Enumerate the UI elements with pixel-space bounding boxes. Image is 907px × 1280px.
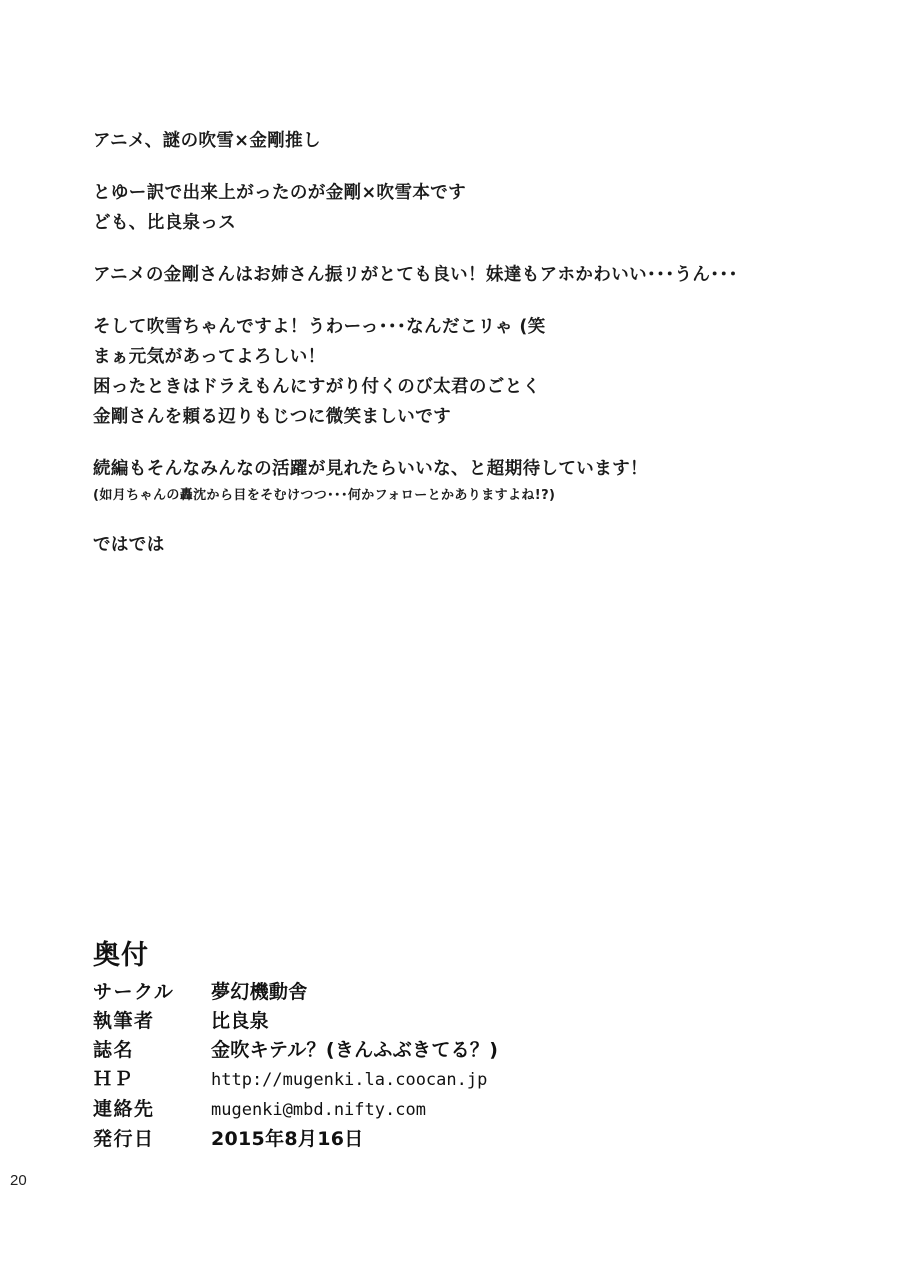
paragraph-gap — [93, 508, 853, 530]
afterword-line: アニメ、謎の吹雪×金剛推し — [93, 131, 321, 151]
afterword-paragraph — [93, 260, 853, 290]
colophon-label: 発行日 — [93, 1128, 155, 1150]
colophon-title: 奥付 — [93, 940, 149, 971]
page-number: 20 — [10, 1172, 27, 1189]
colophon-block — [93, 938, 793, 1154]
colophon-value: 比良泉 — [211, 1010, 269, 1032]
paragraph-gap — [93, 432, 853, 454]
afterword-paragraph — [93, 312, 853, 432]
table-row — [93, 978, 498, 1007]
table-row — [93, 1036, 498, 1065]
colophon-label: サークル — [93, 981, 175, 1003]
colophon-label: 連絡先 — [93, 1098, 155, 1120]
afterword-line: まぁ元気があってよろしい！ — [93, 347, 326, 367]
paragraph-gap — [93, 238, 853, 260]
colophon-table — [93, 978, 498, 1154]
paragraph-gap — [93, 156, 853, 178]
afterword-line: ではでは — [93, 535, 165, 555]
table-row — [93, 1065, 498, 1095]
table-row — [93, 1125, 498, 1154]
afterword-line: 続編もそんなみんなの活躍が見れたらいいな、と超期待しています！ — [93, 459, 648, 479]
afterword-text-block — [93, 126, 853, 560]
afterword-line: アニメの金剛さんはお姉さん振リがとても良い！妹達もアホかわいい･･･うん･･･ — [93, 265, 738, 285]
afterword-note-line: (如月ちゃんの轟沈から目をそむけつつ･･･何かフォローとかありますよね!?) — [93, 488, 556, 503]
afterword-line: 金剛さんを頼る辺りもじつに微笑ましいです — [93, 407, 451, 427]
colophon-label: 誌名 — [93, 1039, 135, 1061]
colophon-value-email: mugenki@mbd.nifty.com — [211, 1100, 426, 1120]
afterword-line: 困ったときはドラえもんにすがり付くのび太君のごとく — [93, 377, 541, 397]
table-row — [93, 1095, 498, 1125]
afterword-line: ども、比良泉っス — [93, 213, 237, 233]
colophon-value: 夢幻機動舎 — [211, 981, 308, 1003]
afterword-line: とゆー訳で出来上がったのが金剛×吹雪本です — [93, 183, 467, 203]
colophon-value: 金吹キテル？(きんふぶきてる？) — [211, 1039, 499, 1061]
afterword-line: そして吹雪ちゃんですよ！うわーっ･･･なんだこリゃ (笑 — [93, 317, 546, 337]
table-row — [93, 1007, 498, 1036]
paragraph-gap — [93, 290, 853, 312]
afterword-paragraph — [93, 126, 853, 156]
afterword-paragraph — [93, 530, 853, 560]
colophon-value-url: http://mugenki.la.coocan.jp — [211, 1070, 488, 1090]
colophon-value: 2015年8月16日 — [211, 1128, 364, 1150]
colophon-label: 執筆者 — [93, 1010, 155, 1032]
afterword-paragraph — [93, 454, 853, 508]
afterword-paragraph — [93, 178, 853, 238]
colophon-label: ＨＰ — [93, 1068, 135, 1090]
